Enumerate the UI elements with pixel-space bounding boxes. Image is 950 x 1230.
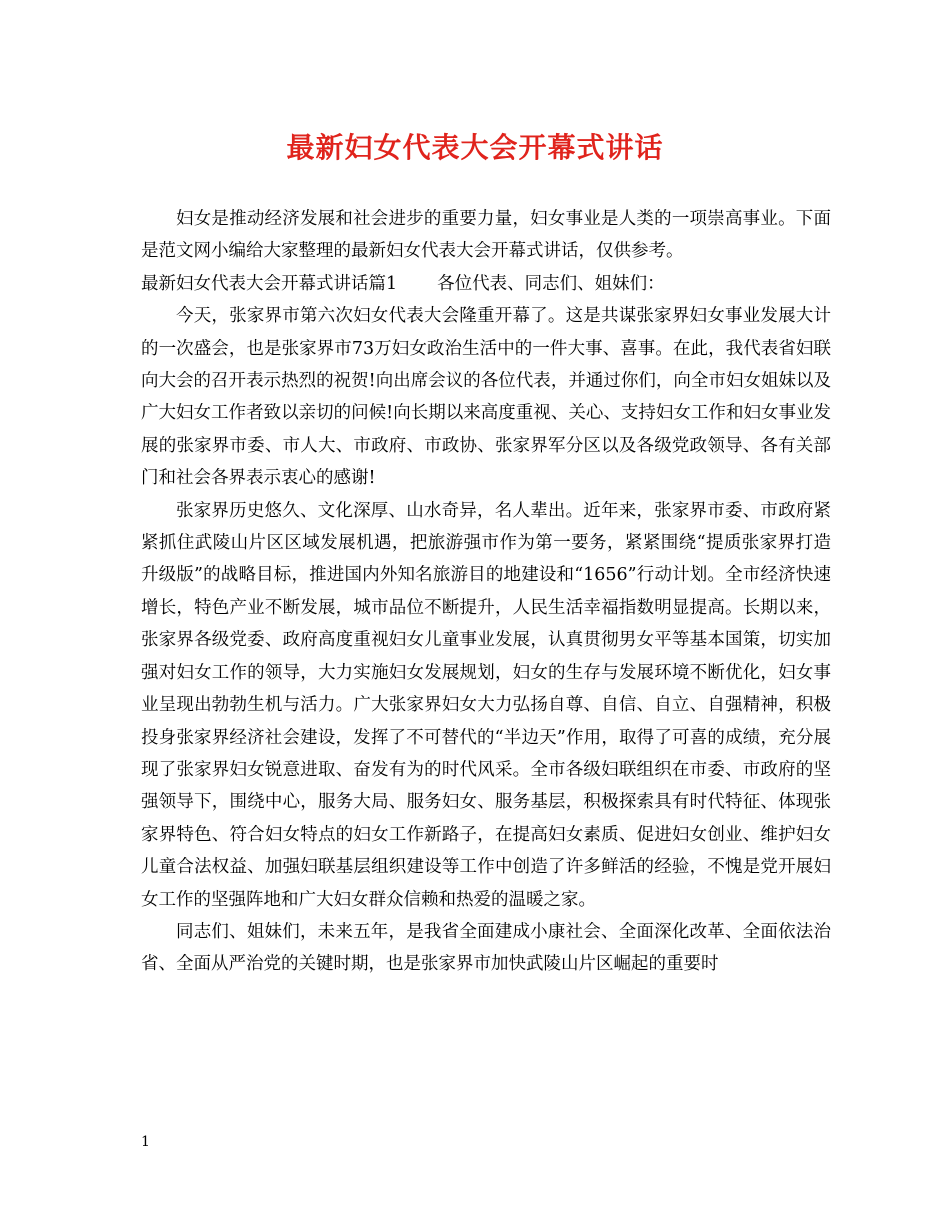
salutation: 各位代表、同志们、姐妹们： bbox=[437, 273, 665, 294]
body-paragraph-1: 今天，张家界市第六次妇女代表大会隆重开幕了。这是共谋张家界妇女事业发展大计的一次盛会，也是张家界市73万妇女政治生活中的一件大事、喜事。在此，我代表省妇联向大会的召开表示热烈的祝贺!向出席会议的各位代表，并通过你们，向全市妇女姐妹以及广大妇女工作者致以亲切的问候!向长期以来高度重视、关心、支持妇女工作和妇女事业发展的张家界市委、市人大、市政府、市政协、张家界军分区以及各级党政领导、各有关部门和社会各界表示衷心的感谢! bbox=[141, 306, 831, 489]
body-paragraph-2: 张家界历史悠久、文化深厚、山水奇异，名人辈出。近年来，张家界市委、市政府紧紧抓住武陵山片区区域发展机遇，把旅游强市作为第一要务，紧紧围绕“提质张家界打造升级版”的战略目标，推进国内外知名旅游目的地建设和“1656”行动计划。全市经济快速增长，特色产业不断发展，城市品位不断提升，人民生活幸福指数明显提高。长期以来，张家界各级党委、政府高度重视妇女儿童事业发展，认真贯彻男女平等基本国策，切实加强对妇女工作的领导，大力实施妇女发展规划，妇女的生存与发展环境不断优化，妇女事业呈现出勃勃生机与活力。广大张家界妇女大力弘扬自尊、自信、自立、自强精神，积极投身张家界经济社会建设，发挥了不可替代的“半边天”作用，取得了可喜的成绩，充分展现了张家界妇女锐意进取、奋发有为的时代风采。全市各级妇联组织在市委、市政府的坚强领导下，围绕中心，服务大局、服务妇女、服务基层，积极探索具有时代特征、体现张家界特色、符合妇女特点的妇女工作新路子，在提高妇女素质、促进妇女创业、维护妇女儿童合法权益、加强妇联基层组织建设等工作中创造了许多鲜活的经验，不愧是党开展妇女工作的坚强阵地和广大妇女群众信赖和热爱的温暖之家。 bbox=[141, 500, 831, 910]
intro-paragraph: 妇女是推动经济发展和社会进步的重要力量，妇女事业是人类的一项崇高事业。下面是范文网小编给大家整理的最新妇女代表大会开幕式讲话，仅供参考。 bbox=[141, 209, 831, 262]
document-body bbox=[141, 203, 831, 981]
page-number: 1 bbox=[141, 1134, 150, 1150]
body-paragraph-3: 同志们、姐妹们，未来五年，是我省全面建成小康社会、全面深化改革、全面依法治省、全面从严治党的关键时期，也是张家界市加快武陵山片区崛起的重要时 bbox=[141, 921, 831, 975]
document-title: 最新妇女代表大会开幕式讲话 bbox=[286, 131, 664, 164]
section-heading: 最新妇女代表大会开幕式讲话篇1 bbox=[141, 273, 398, 294]
section-heading-line bbox=[141, 268, 831, 300]
